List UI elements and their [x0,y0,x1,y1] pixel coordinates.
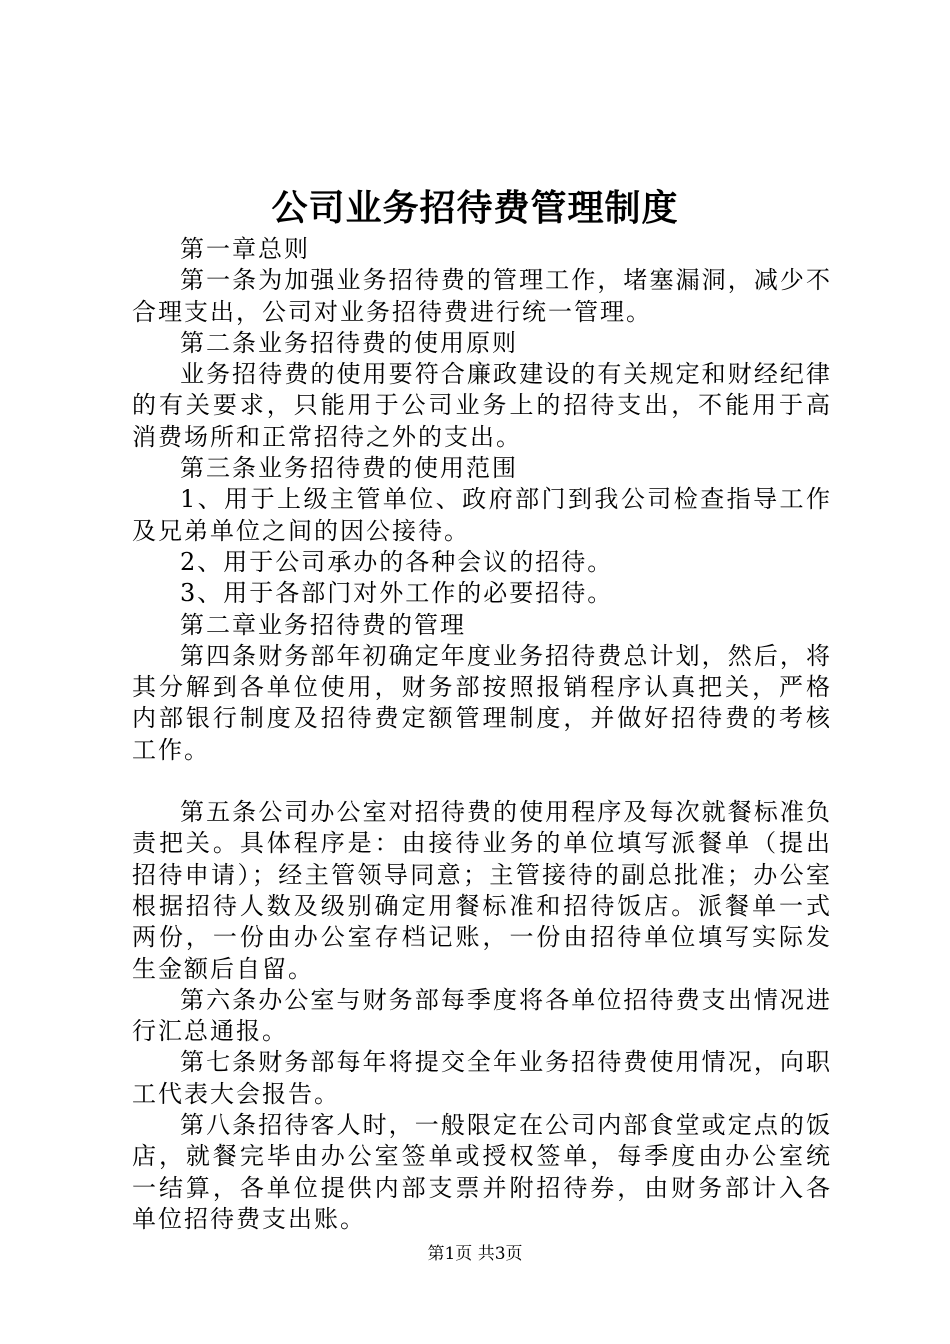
body-paragraph: 第六条办公室与财务部每季度将各单位招待费支出情况进行汇总通报。 [132,985,832,1046]
article-heading: 第三条业务招待费的使用范围 [180,454,518,483]
chapter-heading: 第二章业务招待费的管理 [180,610,466,639]
document-title: 公司业务招待费管理制度 [271,187,679,229]
body-paragraph: 第四条财务部年初确定年度业务招待费总计划，然后，将其分解到各单位使用，财务部按照报销程序认真把关，严格内部银行制度及招待费定额管理制度，并做好招待费的考核工作。 [132,641,832,764]
body-paragraph: 第一条为加强业务招待费的管理工作，堵塞漏洞，减少不合理支出，公司对业务招待费进行统一管理。 [132,266,832,326]
chapter-heading: 第一章总则 [180,235,310,263]
article-heading: 第二条业务招待费的使用原则 [180,328,518,357]
body-paragraph: 第五条公司办公室对招待费的使用程序及每次就餐标准负责把关。具体程序是：由接待业务的单位填写派餐单（提出招待申请）；经主管领导同意；主管接待的副总批准；办公室根据招待人数及级别确定用餐标准和招待饭店。派餐单一式两份，一份由办公室存档记账，一份由招待单位填写实际发生金额后自留。 [132,798,832,983]
page-number-footer: 第1页 共3页 [427,1244,523,1264]
body-paragraph: 第八条招待客人时，一般限定在公司内部食堂或定点的饭店，就餐完毕由办公室签单或授权签单，每季度由办公室统一结算，各单位提供内部支票并附招待券，由财务部计入各单位招待费支出账。 [132,1111,832,1233]
body-paragraph: 第七条财务部每年将提交全年业务招待费使用情况，向职工代表大会报告。 [132,1048,832,1108]
list-item: 2、用于公司承办的各种会议的招待。 [180,547,614,576]
list-item: 3、用于各部门对外工作的必要招待。 [180,579,614,608]
body-paragraph: 业务招待费的使用要符合廉政建设的有关规定和财经纪律的有关要求，只能用于公司业务上的招待支出，不能用于高消费场所和正常招待之外的支出。 [132,360,832,451]
document-body [132,234,832,1235]
list-item: 1、用于上级主管单位、政府部门到我公司检查指导工作及兄弟单位之间的因公接待。 [132,485,832,545]
